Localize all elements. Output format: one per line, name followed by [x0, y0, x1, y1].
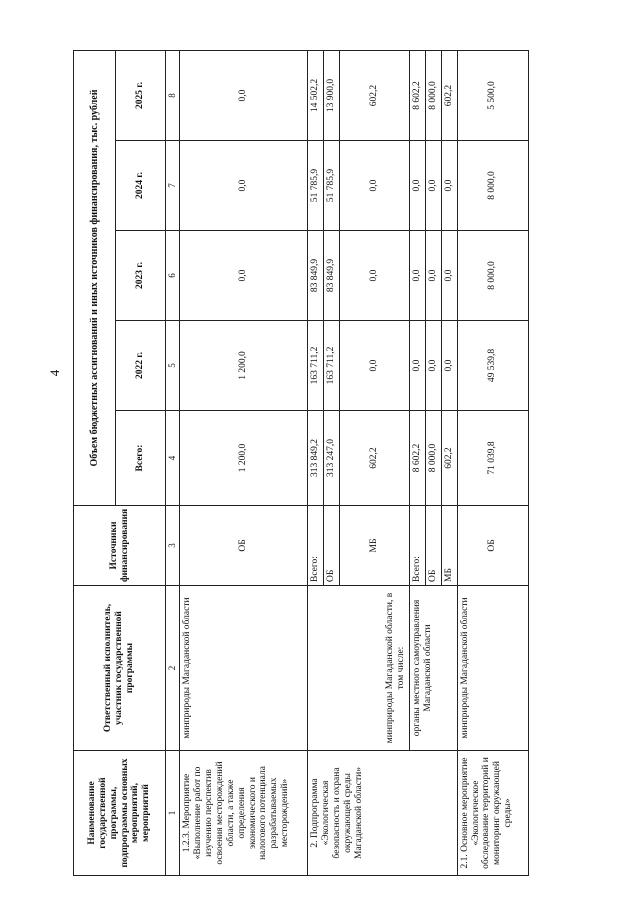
row-2-1-name: 2.1. Основное мероприятие «Экологическое обследование территорий и мониторинг окружающей среды» [457, 751, 528, 876]
index-cell: 5 [166, 321, 180, 411]
row-2-executor-2: органы местного самоуправления Магаданской области [409, 586, 457, 751]
row-2-exec2-mb-2024: 0,0 [441, 141, 457, 231]
header-executor: Ответственный исполнитель, участник государственной программы [74, 586, 166, 751]
row-2-total: 313 849,2 [308, 411, 324, 506]
row-1-2-3-source: ОБ [180, 506, 308, 586]
index-cell: 3 [166, 506, 180, 586]
budget-table-sheet [73, 51, 529, 876]
index-cell: 6 [166, 231, 180, 321]
row-2-ob: 313 247,0 [323, 411, 339, 506]
row-2-total-2024: 51 785,9 [308, 141, 324, 231]
header-year-2022: 2022 г. [116, 321, 166, 411]
row-2-ob-2023: 83 849,9 [323, 231, 339, 321]
row-2-mb-2023: 0,0 [339, 231, 409, 321]
row-2-exec2-ob-2024: 0,0 [425, 141, 441, 231]
header-source: Источники финансирования [74, 506, 166, 586]
row-2-exec2-mb-label: МБ [441, 506, 457, 586]
row-2-exec2-mb-2022: 0,0 [441, 321, 457, 411]
header-total: Всего: [116, 411, 166, 506]
index-cell: 2 [166, 586, 180, 751]
row-2-1-total: 71 039,8 [457, 411, 528, 506]
row-2-mb: 602,2 [339, 411, 409, 506]
row-2-ob-2024: 51 785,9 [323, 141, 339, 231]
index-cell: 8 [166, 51, 180, 141]
row-1-2-3-2022: 1 200,0 [180, 321, 308, 411]
row-2-exec2-mb: 602,2 [441, 411, 457, 506]
row-2-exec2-total-2022: 0,0 [409, 321, 425, 411]
row-2-1-source: ОБ [457, 506, 528, 586]
row-1-2-3-2025: 0,0 [180, 51, 308, 141]
row-1-2-3-executor: минприроды Магаданской области [180, 586, 308, 751]
row-1-2-3-2023: 0,0 [180, 231, 308, 321]
row-2-exec2-total-2025: 8 602,2 [409, 51, 425, 141]
row-2-mb-label: МБ [339, 506, 409, 586]
row-2-total-2022: 163 711,2 [308, 321, 324, 411]
row-2-1-2023: 8 000,0 [457, 231, 528, 321]
row-2-exec2-ob: 8 000,0 [425, 411, 441, 506]
row-2-exec2-ob-2025: 8 000,0 [425, 51, 441, 141]
row-2-ob-label: ОБ [323, 506, 339, 586]
row-2-exec2-ob-2023: 0,0 [425, 231, 441, 321]
row-2-1-2022: 49 539,8 [457, 321, 528, 411]
row-2-exec2-mb-2023: 0,0 [441, 231, 457, 321]
row-2-1-executor: минприроды Магаданской области [457, 586, 528, 751]
page-number: 4 [47, 369, 62, 377]
row-2-exec2-total: 8 602,2 [409, 411, 425, 506]
index-cell: 1 [166, 751, 180, 876]
row-2-exec2-mb-2025: 602,2 [441, 51, 457, 141]
index-cell: 4 [166, 411, 180, 506]
row-2-mb-2024: 0,0 [339, 141, 409, 231]
header-year-2023: 2023 г. [116, 231, 166, 321]
row-2-exec2-total-2023: 0,0 [409, 231, 425, 321]
row-2-mb-2025: 602,2 [339, 51, 409, 141]
row-2-ob-2025: 13 900,0 [323, 51, 339, 141]
row-1-2-3-name: 1.2.3. Мероприятие «Выполнение работ по изучению перспектив освоения месторождений области, а также определения экономического и налогового потенциала разрабатываемых месторождений» [180, 751, 308, 876]
row-2-1-2024: 8 000,0 [457, 141, 528, 231]
row-2-total-2023: 83 849,9 [308, 231, 324, 321]
row-2-exec2-ob-label: ОБ [425, 506, 441, 586]
row-2-exec2-total-2024: 0,0 [409, 141, 425, 231]
budget-table [73, 50, 529, 876]
index-cell: 7 [166, 141, 180, 231]
row-2-1-2025: 5 500,0 [457, 51, 528, 141]
row-2-executor-1: минприроды Магаданской области, в том числе: [308, 586, 410, 751]
header-volume: Объем бюджетных ассигнований и иных источников финансирования, тыс. рублей [74, 51, 116, 506]
row-1-2-3-2024: 0,0 [180, 141, 308, 231]
row-2-name: 2. Подпрограмма «Экологическая безопасность и охрана окружающей среды Магаданской области» [308, 751, 458, 876]
header-year-2024: 2024 г. [116, 141, 166, 231]
row-1-2-3-total: 1 200,0 [180, 411, 308, 506]
row-2-total-label: Всего: [308, 506, 324, 586]
header-name: Наименование государственной программы, подпрограммы основных мероприятий, мероприятий [74, 751, 166, 876]
row-2-mb-2022: 0,0 [339, 321, 409, 411]
row-2-total-2025: 14 502,2 [308, 51, 324, 141]
row-2-exec2-ob-2022: 0,0 [425, 321, 441, 411]
row-2-ob-2022: 163 711,2 [323, 321, 339, 411]
header-year-2025: 2025 г. [116, 51, 166, 141]
row-2-exec2-total-label: Всего: [409, 506, 425, 586]
